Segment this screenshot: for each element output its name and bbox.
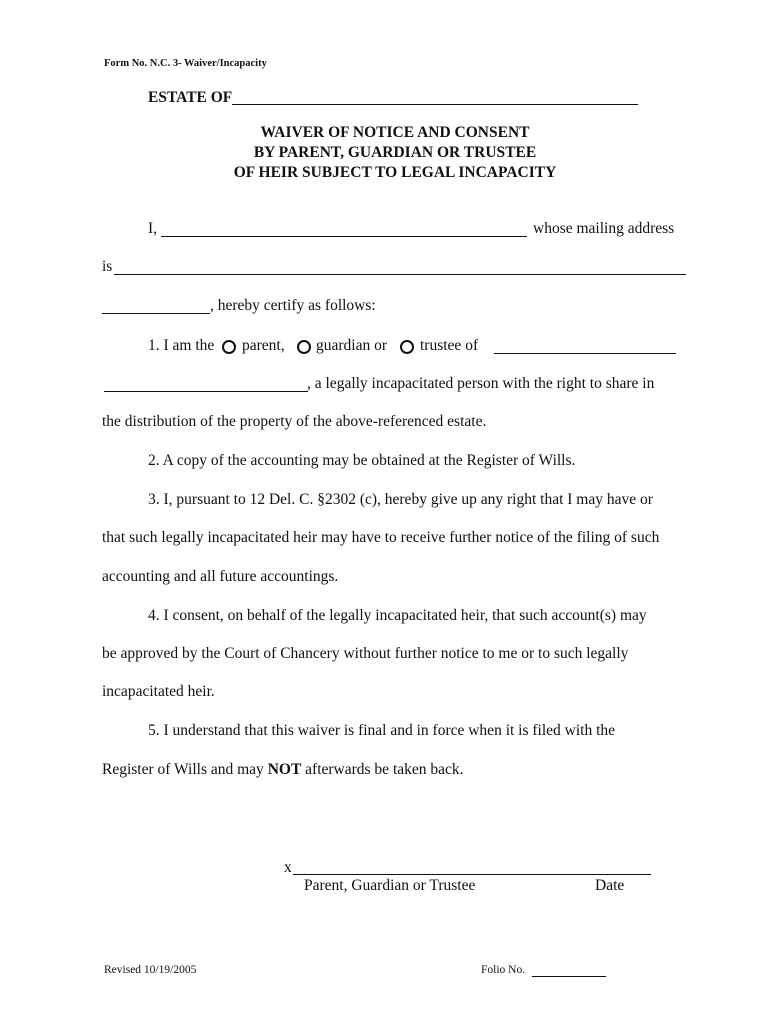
para4-line1: 4. I consent, on behalf of the legally incapacitated heir, that such account(s) may — [148, 607, 647, 624]
heir-name-field[interactable] — [494, 353, 676, 354]
mailing-address-field-cont[interactable] — [102, 313, 210, 314]
form-number: Form No. N.C. 3- Waiver/Incapacity — [104, 58, 267, 69]
folio-number-field[interactable] — [532, 976, 606, 977]
para5-line1: 5. I understand that this waiver is final and in force when it is filed with the — [148, 722, 616, 739]
signer-label: Parent, Guardian or Trustee — [304, 877, 476, 894]
i-label: I, — [148, 220, 158, 237]
para3-line2: that such legally incapacitated heir may have to receive further notice of the filing of such — [102, 529, 660, 546]
signature-x-mark: x — [284, 859, 292, 876]
parent-radio[interactable] — [222, 340, 236, 354]
para2-text: 2. A copy of the accounting may be obtained at the Register of Wills. — [148, 452, 576, 469]
para4-line2: be approved by the Court of Chancery without further notice to me or to such legally — [102, 645, 629, 662]
guardian-option-label: guardian or — [316, 337, 388, 354]
mailing-address-field[interactable] — [114, 274, 686, 275]
is-label: is — [102, 258, 113, 275]
trustee-radio[interactable] — [400, 340, 414, 354]
parent-option-label: parent, — [242, 337, 285, 354]
para4-line3: incapacitated heir. — [102, 683, 215, 700]
document-title-line-2: BY PARENT, GUARDIAN OR TRUSTEE — [253, 144, 537, 161]
hereby-certify-text: , hereby certify as follows: — [210, 297, 376, 314]
declarant-name-field[interactable] — [161, 236, 527, 237]
para5-line2 — [102, 761, 464, 779]
para5-line2-start: Register of Wills and may — [102, 761, 268, 778]
whose-mailing-address-text: whose mailing address — [533, 220, 675, 237]
revised-date: Revised 10/19/2005 — [104, 964, 197, 976]
document-title-line-1: WAIVER OF NOTICE AND CONSENT — [260, 124, 530, 141]
heir-name-field-cont[interactable] — [104, 391, 308, 392]
para1-prefix: 1. I am the — [148, 337, 215, 354]
document-title-line-3: OF HEIR SUBJECT TO LEGAL INCAPACITY — [233, 164, 557, 181]
signature-field[interactable] — [293, 874, 651, 875]
date-label: Date — [595, 877, 625, 894]
para3-line1: 3. I, pursuant to 12 Del. C. §2302 (c), hereby give up any right that I may have or — [148, 491, 653, 508]
para3-line3: accounting and all future accountings. — [102, 568, 339, 585]
guardian-radio[interactable] — [297, 340, 311, 354]
para1-line2-text: , a legally incapacitated person with the right to share in — [307, 375, 655, 392]
para5-not-emphasis: NOT — [267, 761, 302, 778]
trustee-option-label: trustee of — [420, 337, 479, 354]
folio-label: Folio No. — [481, 964, 526, 976]
para5-line2-end: afterwards be taken back. — [301, 761, 464, 778]
estate-name-field[interactable] — [232, 104, 638, 105]
estate-label: ESTATE OF — [148, 89, 233, 106]
para1-line3-text: the distribution of the property of the above-referenced estate. — [102, 413, 487, 430]
